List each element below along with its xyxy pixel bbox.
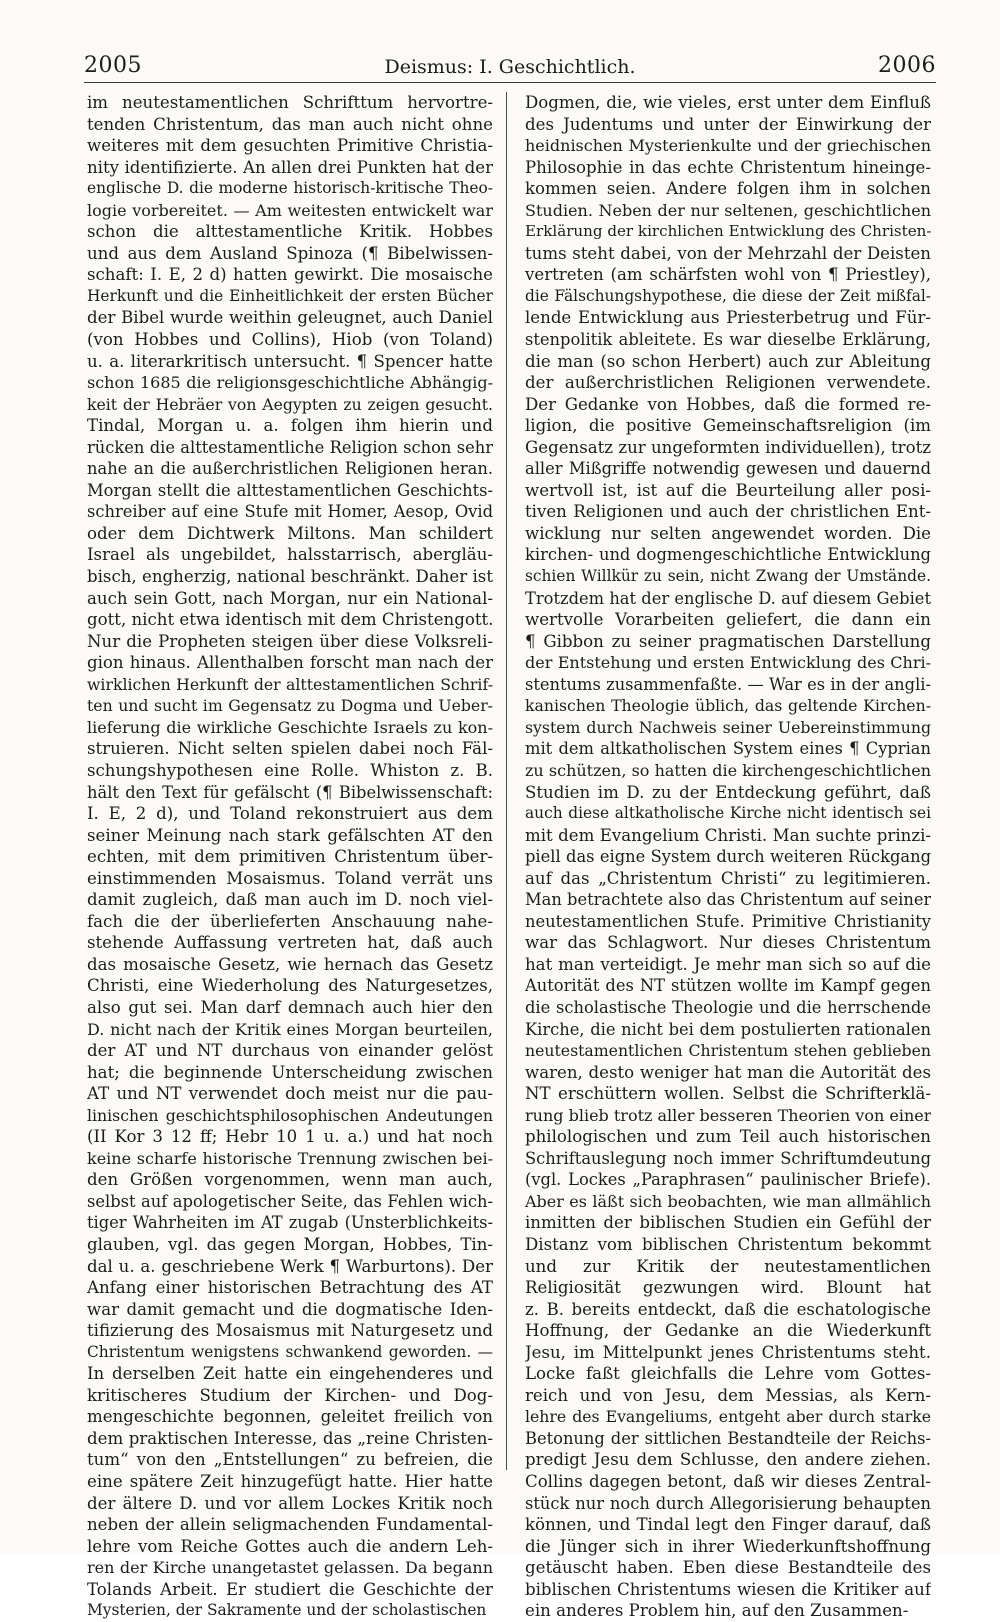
text-line: Studien im D. zu der Entdeckung geführt, daß — [525, 782, 931, 802]
text-line: tiger Wahrheiten im AT zugab (Unsterblichkeits- — [87, 1213, 493, 1233]
text-line: aller Mißgriffe notwendig gewesen und dauernd — [525, 459, 931, 479]
text-line: dal u. a. geschriebene Werk ¶ Warburtons). Der — [87, 1256, 493, 1276]
text-line: biblischen Christentums wiesen die Kritiker auf — [525, 1579, 931, 1599]
text-line: auch diese altkatholische Kirche nicht identisch sei — [525, 804, 931, 823]
text-line: inmitten der biblischen Studien ein Gefühl der — [525, 1213, 931, 1233]
text-line: kommen seien. Andere folgen ihm in solchen — [525, 179, 931, 199]
text-line: NT erschüttern wollen. Selbst die Schrifterklä- — [525, 1084, 931, 1104]
text-line: ¶ Gibbon zu seiner pragmatischen Darstellung — [525, 631, 931, 651]
text-line: waren, desto weniger hat man die Autorität des — [525, 1062, 931, 1082]
text-line: Christentum wenigstens schwankend geworden. — — [87, 1342, 493, 1361]
text-line: (von Hobbes und Collins), Hiob (von Toland) — [87, 330, 493, 350]
text-line: der außerchristlichen Religionen verwendete. — [525, 373, 931, 393]
text-line: damit zugleich, daß man auch im D. noch viel- — [87, 890, 493, 910]
text-line: im neutestamentlichen Schrifttum hervortre- — [87, 93, 493, 112]
text-line: tiven Religionen und auch der christlichen Ent- — [525, 502, 931, 522]
text-line: mengeschichte begonnen, geleitet freilich von — [87, 1407, 493, 1427]
text-line: piell das eigne System durch weiteren Rückgang — [525, 847, 931, 867]
text-line: Autorität des NT stützen wollte im Kampf gegen — [525, 976, 931, 996]
text-line: eine spätere Zeit hinzugefügt hatte. Hier hatte — [87, 1472, 493, 1491]
text-line: Religiosität gezwungen wird. Blount hat — [525, 1278, 931, 1298]
text-line: der AT und NT durchaus von einander gelöst — [87, 1041, 493, 1061]
text-line: neutestamentlichen Stufe. Primitive Christianity — [525, 911, 931, 931]
text-line: heidnischen Mysterienkulte und der griechischen — [525, 136, 931, 156]
text-line: wertvoll ist, ist auf die Beurteilung aller posi- — [525, 480, 931, 500]
text-line: getäuscht haben. Eben diese Bestandteile des — [525, 1558, 931, 1578]
text-line: In derselben Zeit hatte ein eingehenderes und — [87, 1364, 493, 1384]
text-line: Philosophie in das echte Christentum hineinge- — [525, 157, 931, 177]
text-line: dem praktischen Interesse, das „reine Christen- — [87, 1428, 493, 1448]
text-line: logie vorbereitet. — Am weitesten entwickelt war — [87, 200, 493, 220]
text-line: der Bibel wurde weithin geleugnet, auch Daniel — [87, 308, 493, 328]
text-line: stehende Auffassung vertreten hat, daß auch — [87, 933, 493, 953]
text-line: echten, mit dem primitiven Christentum über- — [87, 847, 493, 867]
text-line: I. E, 2 d), und Toland rekonstruiert aus dem — [87, 804, 493, 824]
text-line: Mysterien, der Sakramente und der scholastischen — [87, 1601, 487, 1620]
text-line: Collins dagegen betont, daß wir dieses Zentral- — [525, 1472, 931, 1491]
text-line: predigt Jesu dem Schlusse, den andere ziehen. — [525, 1450, 931, 1470]
text-line: Tindal, Morgan u. a. folgen ihm hierin und — [87, 416, 493, 436]
text-line: kritischeres Studium der Kirchen- und Dog- — [87, 1385, 493, 1405]
text-line: rücken die alttestamentliche Religion schon sehr — [87, 437, 493, 457]
text-line: einstimmenden Mosaismus. Toland verrät uns — [87, 868, 493, 888]
text-line: Distanz vom biblischen Christentum bekommt — [525, 1234, 931, 1254]
text-line: ligion, die positive Gemeinschaftsreligion (im — [525, 416, 931, 436]
text-line: Aber es läßt sich beobachten, wie man allmählich — [525, 1191, 931, 1211]
text-line: gion hinaus. Allenthalben forscht man nach der — [87, 653, 493, 673]
text-line: also gut sei. Man darf demnach auch hier den — [87, 997, 493, 1017]
text-line: selbst auf apologetischer Seite, das Fehlen wich- — [87, 1191, 493, 1211]
running-title: Deismus: I. Geschichtlich. — [384, 56, 636, 78]
text-line: Tolands Arbeit. Er studiert die Geschichte der — [87, 1579, 493, 1599]
text-line: kirchen- und dogmengeschichtliche Entwicklung — [525, 545, 931, 565]
text-line: oder dem Dichtwerk Miltons. Man schildert — [87, 523, 493, 543]
text-line: schon die alttestamentliche Kritik. Hobbes — [87, 222, 493, 242]
text-line: tums steht dabei, von der Mehrzahl der Deisten — [525, 243, 931, 263]
text-line: philologischen und zum Teil auch historischen — [525, 1127, 931, 1147]
text-line: u. a. literarkritisch untersucht. ¶ Spencer hatte — [87, 351, 493, 371]
text-line: die Jünger sich in ihrer Wiederkunftshoffnung — [525, 1536, 931, 1556]
text-line: ten und sucht im Gegensatz zu Dogma und Ueber- — [87, 696, 493, 716]
page-header — [84, 44, 936, 78]
left-column-number: 2005 — [84, 53, 142, 78]
text-line: bisch, engherzig, national beschränkt. Daher ist — [87, 567, 493, 587]
text-line: mit dem altkatholischen System eines ¶ Cyprian — [525, 739, 931, 759]
text-line: wirklichen Herkunft der alttestamentlichen Schrif- — [87, 674, 493, 694]
text-line: vertreten (am schärfsten wohl von ¶ Priestley), — [525, 265, 931, 285]
text-line: gott, nicht etwa identisch mit dem Christengott. — [87, 610, 493, 630]
text-line: glauben, vgl. das gegen Morgan, Hobbes, Tin- — [87, 1234, 493, 1254]
text-line: die man (so schon Herbert) auch zur Ableitung — [525, 351, 931, 371]
text-line: englische D. die moderne historisch-kritische Theo- — [87, 179, 493, 198]
left-text-column — [87, 92, 493, 1622]
text-line: hat; die beginnende Unterscheidung zwischen — [87, 1062, 493, 1082]
text-line: die scholastische Theologie und die herrschende — [525, 997, 931, 1017]
text-line: fach die der überlieferten Anschauung nahe- — [87, 911, 493, 931]
text-line: AT und NT verwendet doch meist nur die pau- — [87, 1084, 493, 1104]
text-line: Schriftauslegung noch immer Schriftumdeutung — [525, 1148, 931, 1168]
text-line: z. B. bereits entdeckt, daß die eschatologische — [525, 1299, 931, 1319]
text-line: auf das „Christentum Christi“ zu legitimieren. — [525, 868, 931, 888]
text-line: lehre vom Reiche Gottes auch die andern Leh- — [87, 1536, 493, 1556]
text-line: Trotzdem hat der englische D. auf diesem Gebiet — [525, 588, 931, 608]
right-text-column — [525, 92, 931, 1622]
text-line: der ältere D. und vor allem Lockes Kritik noch — [87, 1493, 493, 1513]
text-line: Morgan stellt die alttestamentlichen Geschichts- — [87, 480, 493, 500]
text-line: keit der Hebräer von Aegypten zu zeigen gesucht. — [87, 394, 493, 414]
text-line: war damit gemacht und die dogmatische Iden- — [87, 1299, 493, 1319]
text-line: neben der allein seligmachenden Fundamental- — [87, 1515, 493, 1535]
text-line: lieferung die wirkliche Geschichte Israels zu kon- — [87, 717, 493, 737]
text-line: stück nur noch durch Allegorisierung behaupten — [525, 1493, 931, 1513]
text-line: schaft: I. E, 2 d) hatten gewirkt. Die mosaische — [87, 265, 493, 285]
text-line: weiteres mit dem gesuchten Primitive Christia- — [87, 136, 493, 156]
text-line: Israel als ungebildet, halsstarrisch, abergläu- — [87, 545, 493, 565]
text-line: ein anderes Problem hin, auf den Zusammen- — [525, 1601, 909, 1621]
text-line: D. nicht nach der Kritik eines Morgan beurteilen, — [87, 1019, 493, 1039]
text-line: können, und Tindal legt den Finger darauf, daß — [525, 1515, 931, 1535]
text-line: und aus dem Ausland Spinoza (¶ Bibelwissen- — [87, 243, 493, 263]
text-line: lehre des Evangeliums, entgeht aber durch starke — [525, 1407, 931, 1427]
text-line: Herkunft und die Einheitlichkeit der ersten Bücher — [87, 286, 493, 305]
text-line: schungshypothesen eine Rolle. Whiston z. B. — [87, 760, 493, 780]
right-column-number: 2006 — [877, 53, 936, 78]
text-line: die Fälschungshypothese, die diese der Zeit mißfal- — [525, 286, 931, 305]
text-line: wertvolle Vorarbeiten geliefert, die dann ein — [525, 610, 931, 630]
text-line: keine scharfe historische Trennung zwischen bei- — [87, 1148, 493, 1168]
header-rule — [84, 82, 936, 83]
text-line: hat man verteidigt. Je mehr man sich so auf die — [525, 954, 931, 974]
text-line: nity identifizierte. An allen drei Punkten hat der — [87, 157, 493, 177]
text-line: Christi, eine Wiederholung des Naturgesetzes, — [87, 976, 493, 996]
text-line: das mosaische Gesetz, wie hernach das Gesetz — [87, 954, 493, 974]
text-line: struieren. Nicht selten spielen dabei noch Fäl- — [87, 739, 493, 759]
text-line: (vgl. Lockes „Paraphrasen“ paulinischer Briefe). — [525, 1170, 931, 1190]
text-line: und zur Kritik der neutestamentlichen — [525, 1256, 931, 1276]
text-line: neutestamentlichen Christentum stehen geblieben — [525, 1041, 931, 1061]
text-line: Jesu, im Mittelpunkt jenes Christentums steht. — [525, 1342, 931, 1362]
text-line: kanischen Theologie üblich, das geltende Kirchen- — [525, 696, 931, 716]
text-line: seiner Meinung nach stark gefälschten AT den — [87, 825, 493, 845]
text-line: system durch Nachweis seiner Uebereinstimmung — [525, 717, 931, 737]
text-line: Erklärung der kirchlichen Entwicklung des Christen- — [525, 222, 931, 241]
text-line: Locke faßt gleichfalls die Lehre vom Gottes- — [525, 1364, 931, 1384]
text-line: hält den Text für gefälscht (¶ Bibelwissenschaft: — [87, 782, 493, 802]
text-line: mit dem Evangelium Christi. Man suchte prinzi- — [525, 825, 931, 845]
text-line: Nur die Propheten steigen über diese Volksreli- — [87, 631, 493, 651]
text-line: stentums zusammenfaßte. — War es in der angli- — [525, 674, 931, 694]
text-line: zu schützen, so hatten die kirchengeschichtlichen — [525, 760, 931, 780]
text-line: den Größen vorgenommen, wenn man auch, — [87, 1170, 493, 1190]
text-line: Studien. Neben der nur seltenen, geschichtlichen — [525, 200, 931, 220]
text-line: reich und von Jesu, dem Messias, als Kern- — [525, 1385, 931, 1405]
text-line: schon 1685 die religionsgeschichtliche Abhängig- — [87, 373, 493, 393]
text-line: Hoffnung, der Gedanke an die Wiederkunft — [525, 1321, 931, 1341]
text-line: des Judentums und unter der Einwirkung der — [525, 114, 931, 134]
text-line: der Entstehung und ersten Entwicklung des Chri- — [525, 653, 931, 673]
text-line: tenden Christentum, das man auch nicht ohne — [87, 114, 493, 134]
text-line: linischen geschichtsphilosophischen Andeutungen — [87, 1105, 493, 1125]
text-line: schien Willkür zu sein, nicht Zwang der Umstände. — [525, 567, 931, 586]
text-line: nahe an die außerchristlichen Religionen heran. — [87, 459, 493, 479]
text-line: (II Kor 3 12 ff; Hebr 10 1 u. a.) und hat noch — [87, 1127, 493, 1147]
text-line: schreiber auf eine Stufe mit Homer, Aesop, Ovid — [87, 502, 493, 522]
column-divider — [506, 92, 507, 1470]
text-line: war das Schlagwort. Nur dieses Christentum — [525, 933, 931, 953]
text-line: auch sein Gott, nach Morgan, nur ein National- — [87, 588, 493, 608]
text-line: Dogmen, die, wie vieles, erst unter dem Einfluß — [525, 93, 931, 112]
text-line: lende Entwicklung aus Priesterbetrug und Für- — [525, 308, 931, 328]
text-line: Gegensatz zur ungeformten individuellen), trotz — [525, 437, 931, 457]
text-line: wicklung nur selten angewendet worden. Die — [525, 523, 931, 543]
text-line: tum“ von den „Entstellungen“ zu befreien, die — [87, 1450, 493, 1470]
text-line: Kirche, die nicht bei dem postulierten rationalen — [525, 1019, 931, 1039]
text-line: Der Gedanke von Hobbes, daß die formed re- — [525, 394, 931, 414]
text-line: tifizierung des Mosaismus mit Naturgesetz und — [87, 1321, 493, 1341]
text-line: Betonung der sittlichen Bestandteile der Reichs- — [525, 1428, 931, 1448]
text-line: stenpolitik ableitete. Es war dieselbe Erklärung, — [525, 330, 931, 350]
text-line: ren der Kirche unangetastet gelassen. Da begann — [87, 1558, 493, 1578]
text-line: rung blieb trotz aller besseren Theorien von einer — [525, 1105, 931, 1125]
text-line: Man betrachtete also das Christentum auf seiner — [525, 890, 931, 910]
text-line: Anfang einer historischen Betrachtung des AT — [87, 1278, 493, 1298]
